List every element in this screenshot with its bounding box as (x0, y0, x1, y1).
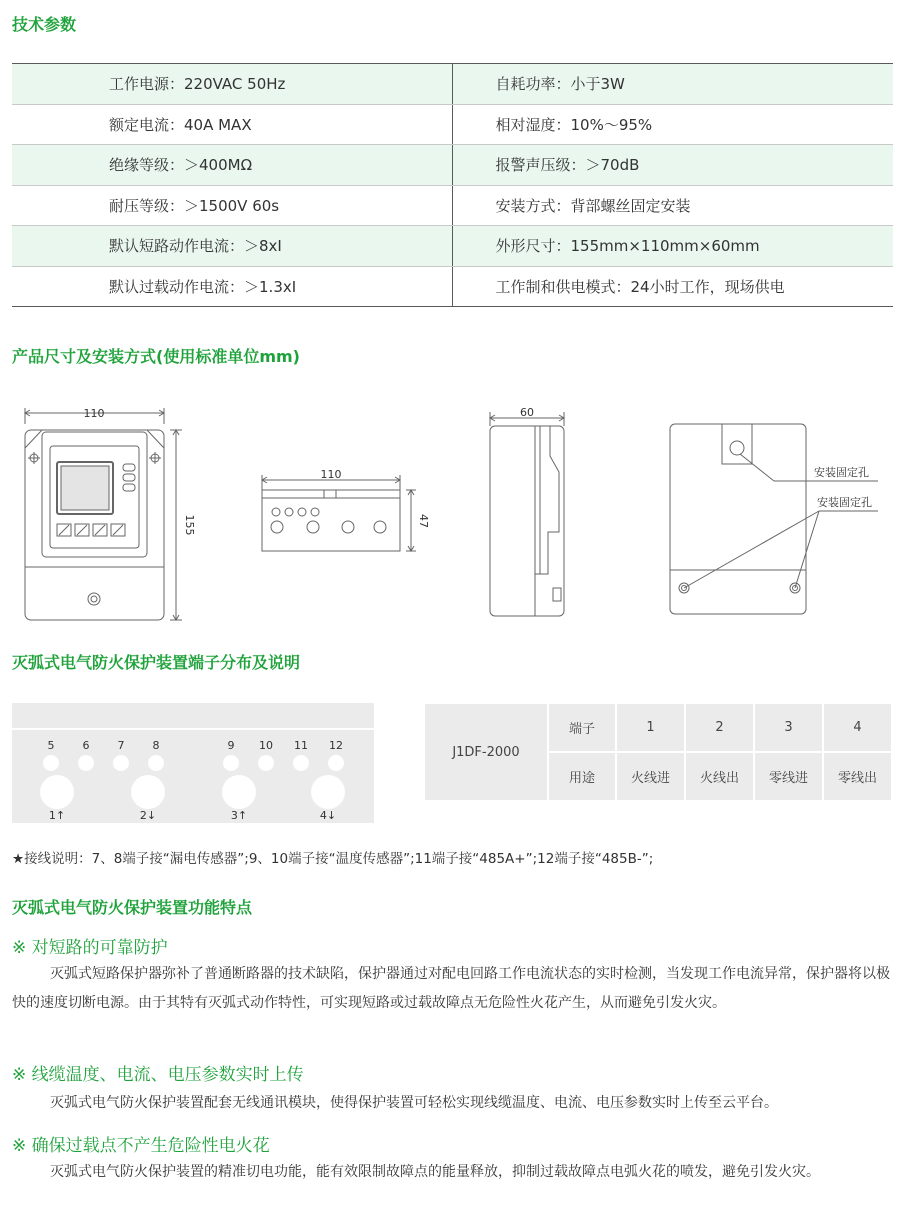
feature-text: 灭弧式电气防火保护装置的精准切电功能，能有效限制故障点的能量释放，抑制过载故障点电弧火花的喷发，避免引发火灾。 (50, 1164, 820, 1180)
terminal-number: 12 (329, 739, 343, 752)
spec-cell: 安装方式：背部螺丝固定安装 (452, 185, 893, 226)
usage-header-label: 用途 (549, 753, 615, 800)
terminal-number: 3↑ (230, 809, 248, 822)
spec-row (12, 185, 893, 226)
spec-cell: 额定电流：40A MAX (12, 104, 452, 145)
front-height-label: 155 (183, 514, 196, 536)
terminal-cell: 1 (617, 704, 684, 751)
terminal-cell: 3 (755, 704, 822, 751)
section-title-features: 灭弧式电气防火保护装置功能特点 (12, 898, 253, 917)
spec-cell: 相对湿度：10%～95% (452, 104, 893, 145)
mount-hole-label-1: 安装固定孔 (814, 466, 869, 479)
model-cell: J1DF-2000 (425, 704, 547, 800)
terminal-number: 7 (117, 739, 125, 752)
usage-cell: 火线出 (686, 753, 753, 800)
spec-row (12, 104, 893, 145)
terminal-number: 5 (47, 739, 55, 752)
spec-cell: 绝缘等级：＞400MΩ (12, 145, 452, 186)
section-title-dimensions: 产品尺寸及安装方式(使用标准单位mm) (12, 347, 300, 366)
terminal-header-row (425, 704, 891, 751)
spec-cell: 自耗功率：小于3W (452, 64, 893, 105)
usage-cell: 零线进 (755, 753, 822, 800)
side-view-drawing (484, 402, 574, 624)
side-depth-label: 60 (520, 406, 534, 419)
terminal-number: 1↑ (48, 809, 66, 822)
spec-cell: 默认过载动作电流：＞1.3xI (12, 266, 452, 307)
back-view-drawing (664, 418, 894, 618)
terminal-cell: 4 (824, 704, 891, 751)
spec-row (12, 226, 893, 267)
terminal-cell: 2 (686, 704, 753, 751)
terminal-header-label: 端子 (549, 704, 615, 751)
terminal-number: 9 (227, 739, 235, 752)
terminal-number: 11 (294, 739, 308, 752)
spec-row (12, 64, 893, 105)
feature-text: 灭弧式电气防火保护装置配套无线通讯模块，使得保护装置可轻松实现线缆温度、电流、电压参数实时上传至云平台。 (50, 1095, 778, 1111)
terminal-number: 6 (82, 739, 90, 752)
terminal-number: 4↓ (319, 809, 337, 822)
spec-cell: 工作制和供电模式：24小时工作，现场供电 (452, 266, 893, 307)
usage-cell: 零线出 (824, 753, 891, 800)
bottom-height-label: 47 (417, 514, 430, 528)
terminal-number: 10 (259, 739, 273, 752)
terminal-usage-table (423, 702, 893, 802)
feature-title: ※ 确保过载点不产生危险性电火花 (12, 1136, 270, 1156)
terminal-number: 2↓ (139, 809, 157, 822)
terminal-number: 8 (152, 739, 160, 752)
section-title-tech-params: 技术参数 (12, 15, 77, 34)
spec-cell: 外形尺寸：155mm×110mm×60mm (452, 226, 893, 267)
feature-title: ※ 对短路的可靠防护 (12, 938, 168, 958)
bottom-view-drawing (256, 466, 430, 556)
spec-row (12, 266, 893, 307)
usage-cell: 火线进 (617, 753, 684, 800)
feature-title: ※ 线缆温度、电流、电压参数实时上传 (12, 1065, 304, 1085)
spec-row (12, 145, 893, 186)
section-title-terminals: 灭弧式电气防火保护装置端子分布及说明 (12, 653, 301, 672)
spec-table (12, 63, 893, 307)
spec-cell: 工作电源：220VAC 50Hz (12, 64, 452, 105)
wiring-note: ★接线说明：7、8端子接“漏电传感器”;9、10端子接“温度传感器”;11端子接“485A+”;12端子接“485B-”; (12, 851, 654, 867)
spec-cell: 耐压等级：＞1500V 60s (12, 185, 452, 226)
bottom-width-label: 110 (320, 468, 342, 481)
spec-cell: 报警声压级：＞70dB (452, 145, 893, 186)
terminal-layout-diagram (12, 703, 374, 823)
front-view-drawing (14, 402, 199, 627)
spec-cell: 默认短路动作电流：＞8xI (12, 226, 452, 267)
mount-hole-label-2: 安装固定孔 (817, 496, 872, 509)
feature-text: 灭弧式短路保护器弥补了普通断路器的技术缺陷，保护器通过对配电回路工作电流状态的实时检测，当发现工作电流异常，保护器将以极快的速度切断电源。由于其特有灭弧式动作特性，可实现短路或过载故障点无危险性火花产生，从而避免引发火灾。 (12, 966, 890, 1011)
front-width-label: 110 (83, 407, 105, 420)
